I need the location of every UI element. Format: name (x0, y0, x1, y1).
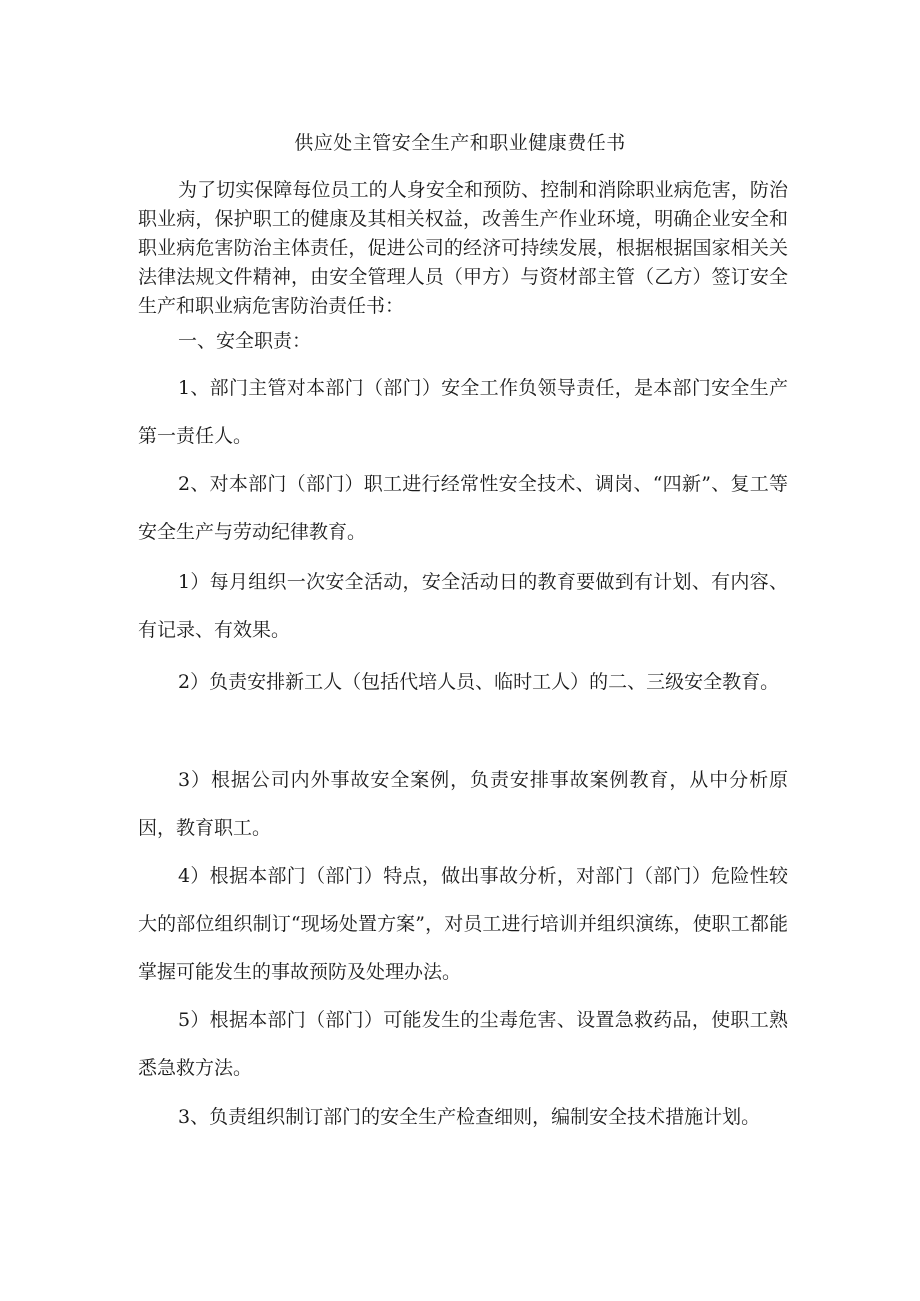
list-item: 2、对本部门（部门）职工进行经常性安全技术、调岗、“四新”、复工等安全生产与劳动纪律教育。 (138, 473, 788, 543)
list-item: 3、负责组织制订部门的安全生产检查细则，编制安全技术措施计划。 (178, 1106, 761, 1128)
list-item: 4）根据本部门（部门）特点，做出事故分析，对部门（部门）危险性较大的部位组织制订“现场处置方案”，对员工进行培训并组织演练，使职工都能掌握可能发生的事故预防及处理办法。 (138, 865, 788, 983)
list-item: 5）根据本部门（部门）可能发生的尘毒危害、设置急救药品，使职工熟悉急救方法。 (138, 1009, 788, 1079)
section-heading: 一、安全职责： (178, 330, 312, 352)
list-item: 3）根据公司内外事故安全案例，负责安排事故案例教育，从中分析原因，教育职工。 (138, 769, 788, 839)
list-item: 1）每月组织一次安全活动，安全活动日的教育要做到有计划、有内容、有记录、有效果。 (138, 571, 788, 641)
document-title: 供应处主管安全生产和职业健康费任书 (294, 132, 626, 154)
list-item: 2）负责安排新工人（包括代培人员、临时工人）的二、三级安全教育。 (178, 671, 780, 693)
list-item: 1、部门主管对本部门（部门）安全工作负领导责任，是本部门安全生产第一责任人。 (138, 377, 788, 447)
intro-paragraph: 为了切实保障每位员工的人身安全和预防、控制和消除职业病危害，防治职业病，保护职工的健康及其相关权益，改善生产作业环境，明确企业安全和职业病危害防治主体责任，促进公司的经济可持续发展，根据根据国家相关关法律法规文件精神，由安全管理人员（甲方）与资材部主管（乙方）签订安全生产和职业病危害防治责任书： (138, 179, 788, 317)
